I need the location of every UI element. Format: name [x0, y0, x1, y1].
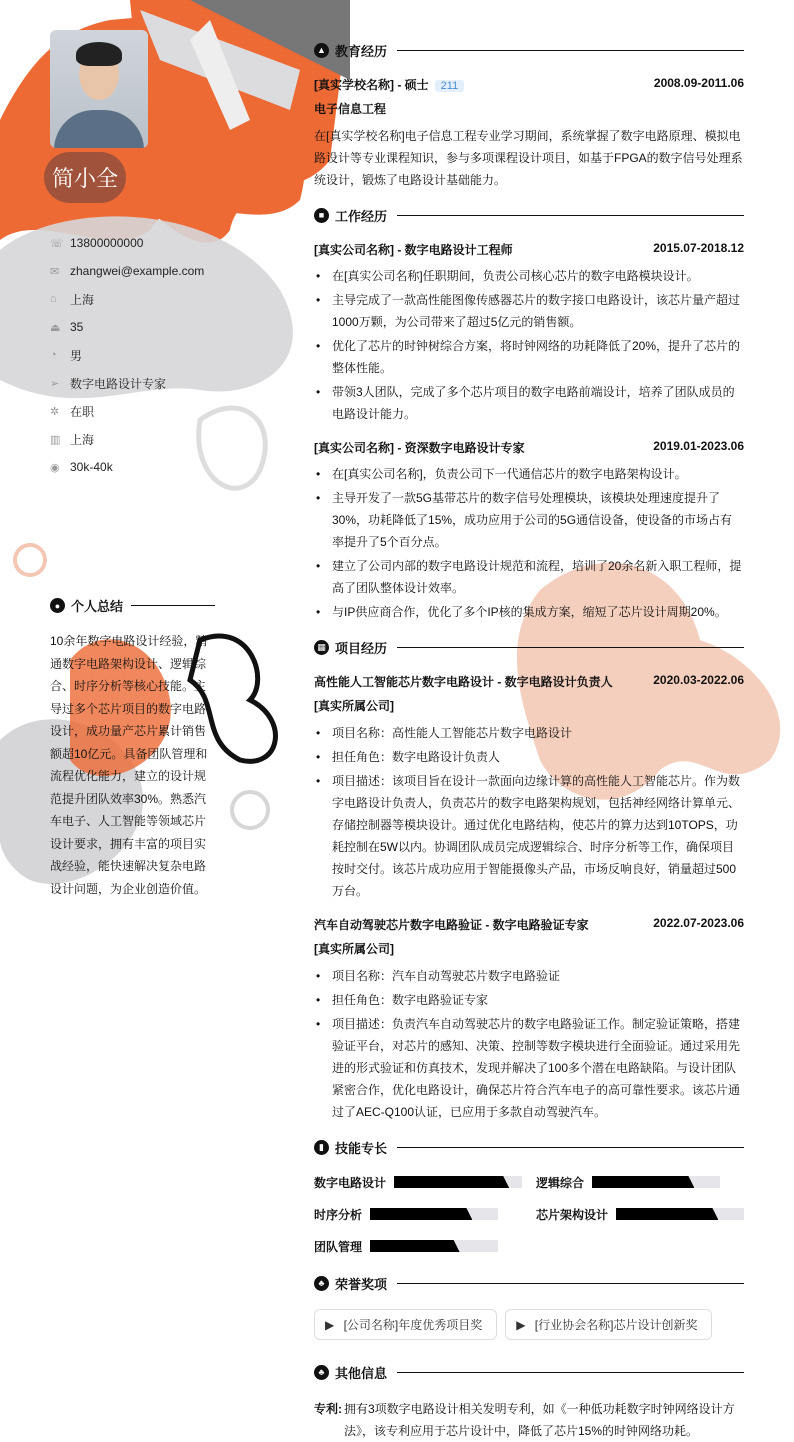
award-item[interactable]	[505, 1309, 712, 1340]
skill-bar	[394, 1176, 522, 1188]
play-icon: ▶	[325, 1318, 338, 1332]
list-item: • 项目描述：负责汽车自动驾驶芯片的数字电路验证工作。制定验证策略，搭建验证平台，对芯片的感知、决策、控制等数字模块进行全面验证。通过采用先进的形式验证和仿真技术，发现并解决了100多个潜在电路缺陷。与设计团队紧密合作，优化电路设计，确保芯片符合汽车电子的高可靠性要求。该芯片通过了AEC-Q100认证，已应用于多款自动驾驶汽车。	[314, 1013, 744, 1123]
building-icon: ▥	[50, 433, 61, 446]
list-item: • 项目描述：该项目旨在设计一款面向边缘计算的高性能人工智能芯片。作为数字电路设计负责人，负责芯片的数字电路架构规划，包括神经网络计算单元、存储控制器等模块设计。通过优化电路结构，使芯片的算力达到10TOPS，功耗控制在5W以内。协调团队成员完成逻辑综合、时序分析等工作，确保项目按时交付。该芯片成功应用于智能摄像头产品，市场反响良好，销量超过500万台。	[314, 770, 744, 902]
city: 上海	[70, 432, 95, 447]
email[interactable]: zhangwei@example.com	[70, 264, 205, 278]
education-desc: 在[真实学校名称]电子信息工程专业学习期间，系统掌握了数字电路原理、模拟电路设计等专业课程知识，参与多项课程设计项目，如基于FPGA的数字信号处理系统设计，锻炼了电路设计基础能力。	[314, 129, 743, 187]
age-icon: ⏏	[50, 321, 61, 334]
awards-title: 荣誉奖项	[335, 1276, 388, 1292]
status: 在职	[70, 404, 95, 419]
skill-bar	[616, 1208, 744, 1220]
entry-date: 2019.01-2023.06	[653, 439, 744, 453]
list-item: • 项目名称：汽车自动驾驶芯片数字电路验证	[314, 965, 744, 987]
list-item: • 项目名称：高性能人工智能芯片数字电路设计	[314, 722, 744, 744]
graduation-cap-icon: ▲	[314, 43, 329, 58]
play-icon: ▶	[516, 1318, 529, 1332]
skills-title: 技能专长	[335, 1140, 388, 1156]
skill-bar-fill	[394, 1176, 509, 1188]
skill-item	[536, 1173, 744, 1191]
projects-title: 项目经历	[335, 640, 388, 656]
entry-header	[314, 439, 744, 455]
school-badge: 211	[435, 80, 465, 92]
entry-date: 2022.07-2023.06	[653, 916, 744, 930]
skill-bar-fill	[616, 1208, 718, 1220]
skill-name: 团队管理	[314, 1239, 363, 1254]
entry-header	[314, 673, 744, 689]
skill-name: 逻辑综合	[536, 1175, 585, 1190]
position: 数字电路设计专家	[70, 376, 167, 391]
contact-info	[50, 229, 220, 481]
bullet-list	[314, 722, 744, 902]
user-icon: ●	[50, 598, 65, 613]
phone: 13800000000	[70, 236, 144, 250]
list-item: • 优化了芯片的时钟树综合方案，将时钟网络的功耗降低了20%，提升了芯片的整体性能。	[314, 335, 744, 379]
award-item[interactable]	[314, 1309, 497, 1340]
location: 上海	[70, 292, 95, 307]
list-item: • 在[真实公司名称]，负责公司下一代通信芯片的数字电路架构设计。	[314, 463, 744, 485]
skill-item	[314, 1173, 536, 1191]
gender-icon: ◔	[50, 349, 57, 361]
award-icon: ♣	[314, 1276, 329, 1291]
school: [真实学校名称] - 硕士	[314, 78, 429, 92]
entry-company: [真实所属公司]	[314, 942, 394, 956]
bullet-list	[314, 965, 744, 1123]
list-item: • 与IP供应商合作，优化了多个IP核的集成方案，缩短了芯片设计周期20%。	[314, 601, 744, 623]
edu-date: 2008.09-2011.06	[653, 76, 744, 90]
status-icon: ✲	[50, 405, 60, 418]
gender: 男	[70, 348, 83, 363]
awards-heading	[314, 1273, 744, 1293]
entry-title: 汽车自动驾驶芯片数字电路验证 - 数字电路验证专家	[314, 918, 589, 932]
briefcase-icon: ■	[314, 208, 329, 223]
entry-date: 2015.07-2018.12	[653, 241, 744, 255]
home-icon: ⌂	[50, 293, 57, 305]
skills-heading	[314, 1137, 744, 1157]
entry-title: [真实公司名称] - 资深数字电路设计专家	[314, 441, 525, 455]
projects-heading	[314, 637, 744, 657]
skill-name: 数字电路设计	[314, 1175, 387, 1190]
main-content	[314, 40, 744, 1442]
bullet-list	[314, 463, 744, 623]
work-list	[314, 241, 744, 623]
salary: 30k-40k	[70, 460, 113, 474]
summary-heading	[50, 596, 215, 615]
email-icon: ✉	[50, 265, 60, 278]
major: 电子信息工程	[314, 102, 387, 116]
phone-icon: ☏	[50, 237, 64, 250]
info-icon: ♣	[314, 1365, 329, 1380]
grid-icon: ▦	[314, 640, 329, 655]
bar-chart-icon: ▮	[314, 1140, 329, 1155]
list-item: • 建立了公司内部的数字电路设计规范和流程，培训了20余名新入职工程师，提高了团队整体设计效率。	[314, 555, 744, 599]
list-item: • 主导完成了一款高性能图像传感器芯片的数字接口电路设计，该芯片量产超过1000万颗，为公司带来了超过5亿元的销售额。	[314, 289, 744, 333]
education-title: 教育经历	[335, 43, 388, 59]
skill-bar	[370, 1240, 498, 1252]
skill-item	[314, 1237, 536, 1255]
patent-label: 专利:	[314, 1402, 342, 1416]
skill-bar-fill	[370, 1240, 460, 1252]
skill-item	[536, 1205, 744, 1223]
list-item: • 带领3人团队，完成了多个芯片项目的数字电路前端设计，培养了团队成员的电路设计能力。	[314, 381, 744, 425]
award-name: [行业协会名称]芯片设计创新奖	[534, 1318, 698, 1332]
skill-bar	[592, 1176, 720, 1188]
award-name: [公司名称]年度优秀项目奖	[343, 1318, 483, 1332]
list-item: • 主导开发了一款5G基带芯片的数字信号处理模块，该模块处理速度提升了30%，功耗降低了15%，成功应用于公司的5G通信设备，使设备的市场占有率提升了5个百分点。	[314, 487, 744, 553]
education-heading	[314, 40, 744, 60]
profile-sidebar	[50, 30, 220, 481]
project-list	[314, 673, 744, 1123]
summary-title: 个人总结	[71, 599, 124, 614]
list-item: • 担任角色：数字电路设计负责人	[314, 746, 744, 768]
entry-title: 高性能人工智能芯片数字电路设计 - 数字电路设计负责人	[314, 675, 613, 689]
skill-list	[314, 1173, 744, 1255]
work-heading	[314, 205, 744, 225]
avatar-photo	[50, 30, 148, 148]
entry-header	[314, 241, 744, 257]
list-item: • 在[真实公司名称]任职期间，负责公司核心芯片的数字电路模块设计。	[314, 265, 744, 287]
entry-date: 2020.03-2022.06	[653, 673, 744, 687]
list-item: • 担任角色：数字电路验证专家	[314, 989, 744, 1011]
entry-title: [真实公司名称] - 数字电路设计工程师	[314, 243, 513, 257]
skill-item	[314, 1205, 536, 1223]
send-icon: ➢	[50, 377, 60, 390]
salary-icon: ◉	[50, 461, 60, 474]
skill-bar-fill	[370, 1208, 472, 1220]
entry-header	[314, 916, 744, 932]
skill-bar-fill	[592, 1176, 694, 1188]
skill-bar	[370, 1208, 498, 1220]
skill-name: 芯片架构设计	[536, 1207, 609, 1222]
bullet-list	[314, 265, 744, 425]
entry-company: [真实所属公司]	[314, 699, 394, 713]
age: 35	[70, 320, 84, 334]
skill-name: 时序分析	[314, 1207, 363, 1222]
summary-text: 10余年数字电路设计经验，精通数字电路架构设计、逻辑综合、时序分析等核心技能。主导过多个芯片项目的数字电路设计，成功量产芯片累计销售额超10亿元。具备团队管理和流程优化能力，建立的设计规范提升团队效率30%。熟悉汽车电子、人工智能等领域芯片设计要求，拥有丰富的项目实战经验，能快速解决复杂电路设计问题，为企业创造价值。	[50, 634, 208, 896]
work-title: 工作经历	[335, 208, 388, 224]
candidate-name: 简小全	[44, 152, 126, 203]
patent-text: 拥有3项数字电路设计相关发明专利，如《一种低功耗数字时钟网络设计方法》，该专利应用于芯片设计中，降低了芯片15%的时钟网络功耗。	[344, 1402, 735, 1438]
award-list	[314, 1309, 744, 1340]
other-title: 其他信息	[335, 1365, 388, 1381]
other-heading	[314, 1362, 744, 1382]
